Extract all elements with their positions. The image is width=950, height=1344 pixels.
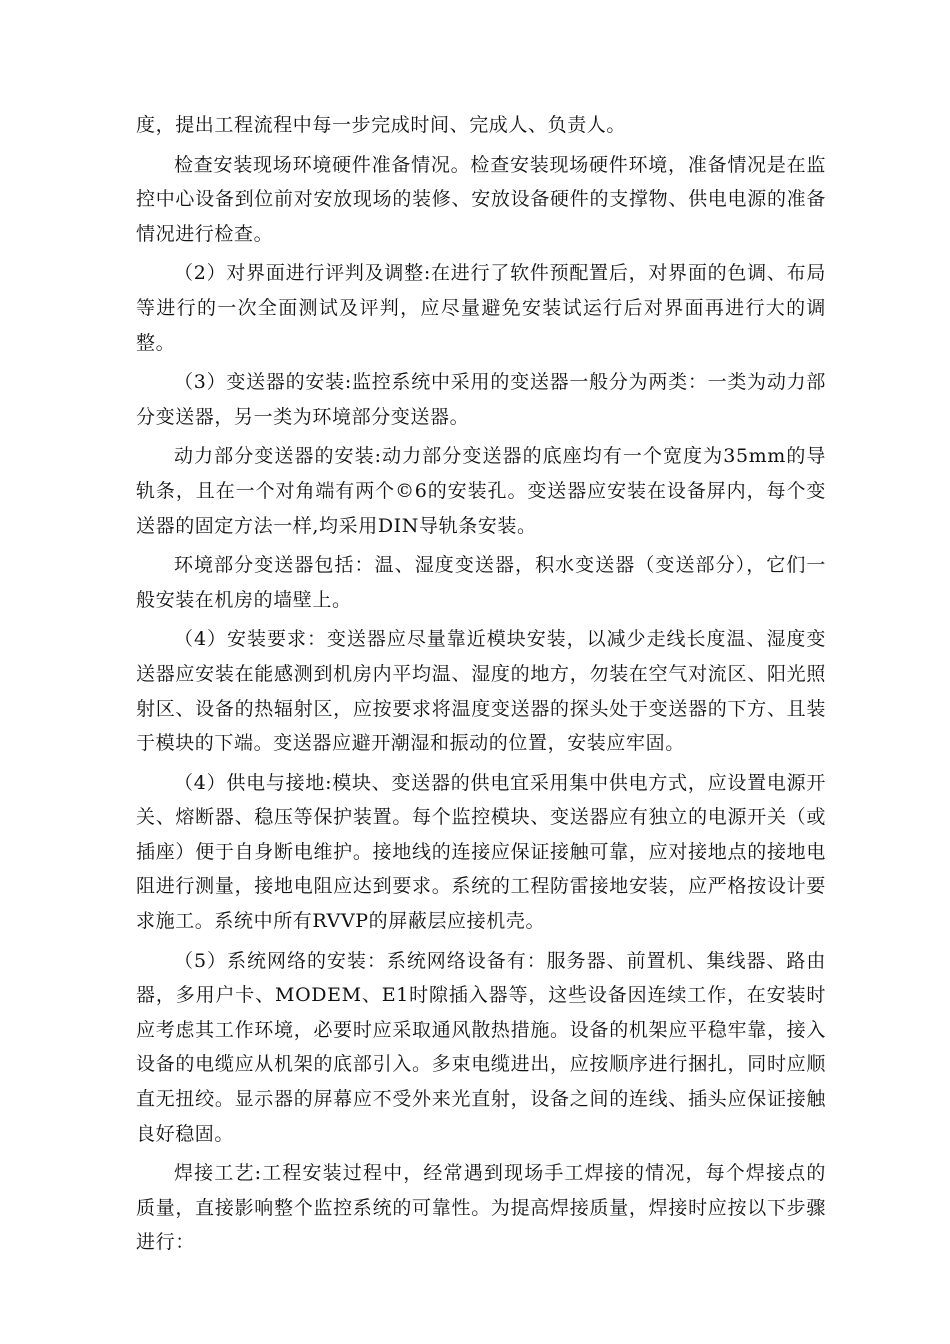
paragraph-interface-review: （2）对界面进行评判及调整:在进行了软件预配置后，对界面的色调、布局等进行的一次全面测试及评判，应尽量避免安装试运行后对界面再进行大的调整。 — [136, 262, 826, 354]
paragraph-network-install: （5）系统网络的安装：系统网络设备有：服务器、前置机、集线器、路由器，多用户卡、MODEM、E1时隙插入器等，这些设备因连续工作，在安装时应考虑其工作环境，必要时应采取通风散热措施。设备的机架应平稳牢靠，接入设备的电缆应从机架的底部引入。多束电缆进出，应按顺序进行捆扎，同时应顺直无扭绞。显示器的屏幕应不受外来光直射，设备之间的连线、插头应保证接触良好稳固。 — [136, 949, 826, 1145]
paragraph-power-grounding: （4）供电与接地:模块、变送器的供电宜采用集中供电方式，应设置电源开关、熔断器、稳压等保护装置。每个监控模块、变送器应有独立的电源开关（或插座）便于自身断电维护。接地线的连接应保证接触可靠，应对接地点的接地电阻进行测量，接地电阻应达到要求。系统的工程防雷接地安装，应严格按设计要求施工。系统中所有RVVP的屏蔽层应接机壳。 — [136, 771, 826, 933]
paragraph-continuation: 度，提出工程流程中每一步完成时间、完成人、负责人。 — [136, 114, 627, 136]
paragraph-site-check: 检查安装现场环境硬件准备情况。检查安装现场硬件环境，准备情况是在监控中心设备到位前对安放现场的装修、安放设备硬件的支撑物、供电电源的准备情况进行检查。 — [136, 153, 826, 245]
paragraph-welding-process: 焊接工艺:工程安装过程中，经常遇到现场手工焊接的情况，每个焊接点的质量，直接影响整个监控系统的可靠性。为提高焊接质量，焊接时应按以下步骤进行： — [136, 1162, 826, 1254]
paragraph-power-transmitter: 动力部分变送器的安装:动力部分变送器的底座均有一个宽度为35mm的导轨条，且在一个对角端有两个©6的安装孔。变送器应安装在设备屏内，每个变送器的固定方法一样,均采用DIN导轨条安装。 — [136, 445, 826, 537]
paragraph-environment-transmitter: 环境部分变送器包括：温、湿度变送器，积水变送器（变送部分），它们一般安装在机房的墙壁上。 — [136, 554, 826, 611]
paragraph-transmitter-install: （3）变送器的安装:监控系统中采用的变送器一般分为两类：一类为动力部分变送器，另一类为环境部分变送器。 — [136, 371, 826, 428]
paragraph-install-requirements: （4）安装要求：变送器应尽量靠近模块安装，以减少走线长度温、湿度变送器应安装在能感测到机房内平均温、湿度的地方，勿装在空气对流区、阳光照射区、设备的热辐射区，应按要求将温度变送器的探头处于变送器的下方、且装于模块的下端。变送器应避开潮湿和振动的位置，安装应牢固。 — [136, 628, 826, 755]
document-page — [136, 108, 826, 1260]
